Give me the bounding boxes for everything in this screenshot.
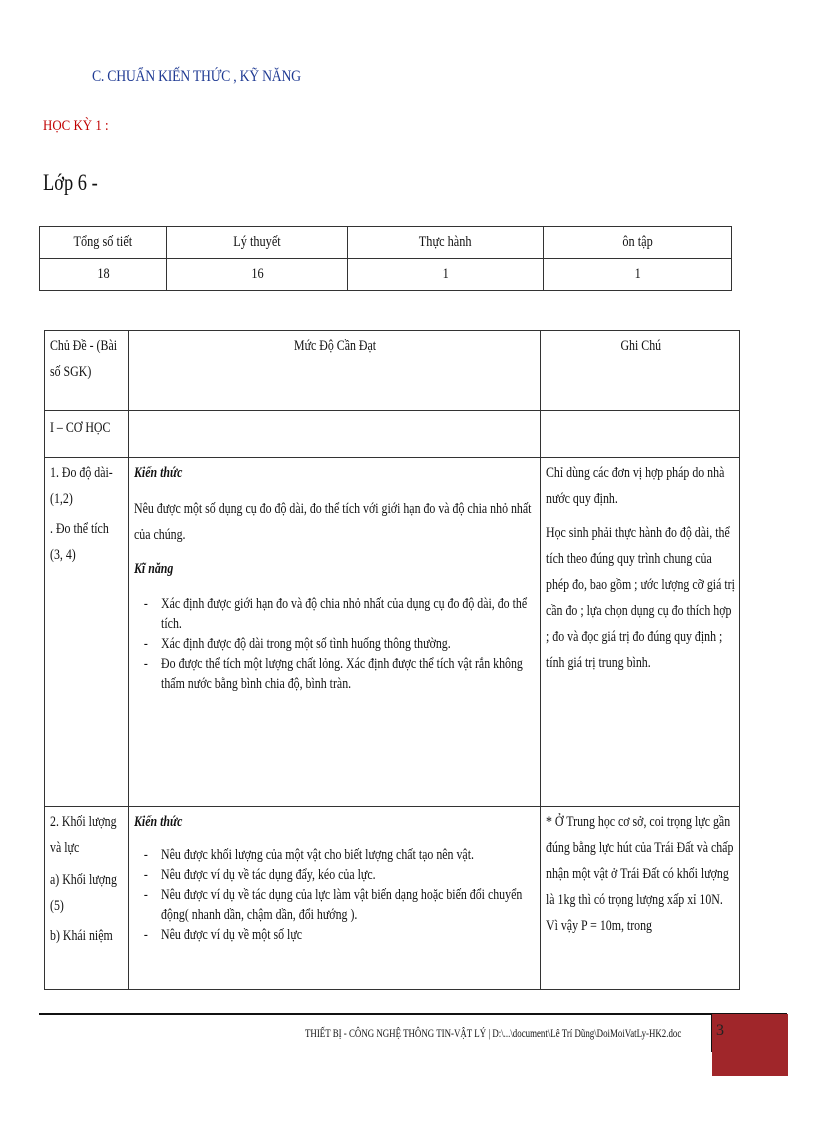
level-header: Mức Độ Cần Đạt bbox=[129, 331, 541, 411]
knowledge-list bbox=[134, 845, 536, 945]
summary-header-row bbox=[40, 227, 732, 259]
section-row-empty bbox=[541, 411, 740, 458]
list-item: - Nêu được ví dụ về tác dụng của lực làm vật biến dạng hoặc biến đổi chuyển động( nhanh dần, chậm dần, đổi hướng ). bbox=[134, 885, 536, 925]
table-row bbox=[45, 807, 740, 990]
standards-header-row bbox=[45, 331, 740, 411]
summary-value-cell: 1 bbox=[544, 259, 732, 291]
footer-divider bbox=[711, 1014, 712, 1052]
level-cell bbox=[129, 458, 541, 807]
note-cell: Chỉ dùng các đơn vị hợp pháp do nhà nước quy định. Học sinh phải thực hành đo độ dài, thể tích theo đúng quy trình chung của phép đo, bao gồm ; ước lượng cỡ giá trị cần đo ; lựa chọn dụng cụ đo thích hợp ; đo và đọc giá trị đo đúng quy định ; tính giá trị trung bình. bbox=[541, 458, 740, 807]
summary-value-cell: 18 bbox=[40, 259, 167, 291]
section-row bbox=[45, 411, 740, 458]
summary-value-row bbox=[40, 259, 732, 291]
topic-cell: 1. Đo độ dài- (1,2) . Đo thể tích (3, 4) bbox=[45, 458, 129, 807]
standards-table bbox=[44, 330, 740, 990]
grade-heading: Lớp 6 - bbox=[43, 170, 98, 195]
list-item: - Nêu được khối lượng của một vật cho biết lượng chất tạo nên vật. bbox=[134, 845, 536, 865]
section-row-empty bbox=[129, 411, 541, 458]
table-row bbox=[45, 458, 740, 807]
topic-header: Chủ Đề - (Bài số SGK) bbox=[45, 331, 129, 411]
topic-cell: 2. Khối lượng và lực a) Khối lượng (5) b) Khái niệm bbox=[45, 807, 129, 990]
summary-header-cell: Tổng số tiết bbox=[40, 227, 167, 259]
summary-value-cell: 16 bbox=[167, 259, 348, 291]
knowledge-text: Nêu được một số dụng cụ đo độ dài, đo thể tích với giới hạn đo và độ chia nhỏ nhất của chúng. bbox=[134, 501, 532, 543]
footer-text: THIẾT BỊ - CÔNG NGHỆ THÔNG TIN-VẬT LÝ | D:\...\document\Lê Trí Dũng\DoiMoiVatLy-HK2.doc bbox=[305, 1026, 682, 1040]
skills-list bbox=[134, 594, 536, 694]
list-item: - Nêu được ví dụ về một số lực bbox=[134, 925, 536, 945]
note-header: Ghi Chú bbox=[541, 331, 740, 411]
list-item: - Nêu được ví dụ về tác dụng đẩy, kéo của lực. bbox=[134, 865, 536, 885]
list-item: - Xác định được giới hạn đo và độ chia nhỏ nhất của dụng cụ đo độ dài, đo thể tích. bbox=[134, 594, 536, 634]
section-row-label: I – CƠ HỌC bbox=[45, 411, 129, 458]
knowledge-heading: Kiến thức bbox=[134, 465, 183, 481]
note-cell: * Ở Trung học cơ sở, coi trọng lực gần đúng bằng lực hút của Trái Đất và chấp nhận một vật ở Trái Đất có khối lượng là 1kg thì có trọng lượng xấp xỉ 10N. Vì vậy P = 10m, trong bbox=[541, 807, 740, 990]
level-cell bbox=[129, 807, 541, 990]
semester-heading: HỌC KỲ 1 : bbox=[43, 118, 109, 134]
summary-table bbox=[39, 226, 732, 291]
skills-heading: Kĩ năng bbox=[134, 561, 174, 577]
summary-header-cell: ôn tập bbox=[544, 227, 732, 259]
summary-value-cell: 1 bbox=[348, 259, 544, 291]
summary-header-cell: Thực hành bbox=[348, 227, 544, 259]
footer-rule bbox=[39, 1013, 787, 1015]
section-title: C. CHUẨN KIẾN THỨC , KỸ NĂNG bbox=[92, 68, 301, 85]
page-number: 3 bbox=[716, 1022, 724, 1039]
summary-header-cell: Lý thuyết bbox=[167, 227, 348, 259]
list-item: - Xác định được độ dài trong một số tình huống thông thường. bbox=[134, 634, 536, 654]
knowledge-heading: Kiến thức bbox=[134, 814, 183, 830]
list-item: - Đo được thể tích một lượng chất lỏng. Xác định được thể tích vật rắn không thấm nước bằng bình chia độ, bình tràn. bbox=[134, 654, 536, 694]
